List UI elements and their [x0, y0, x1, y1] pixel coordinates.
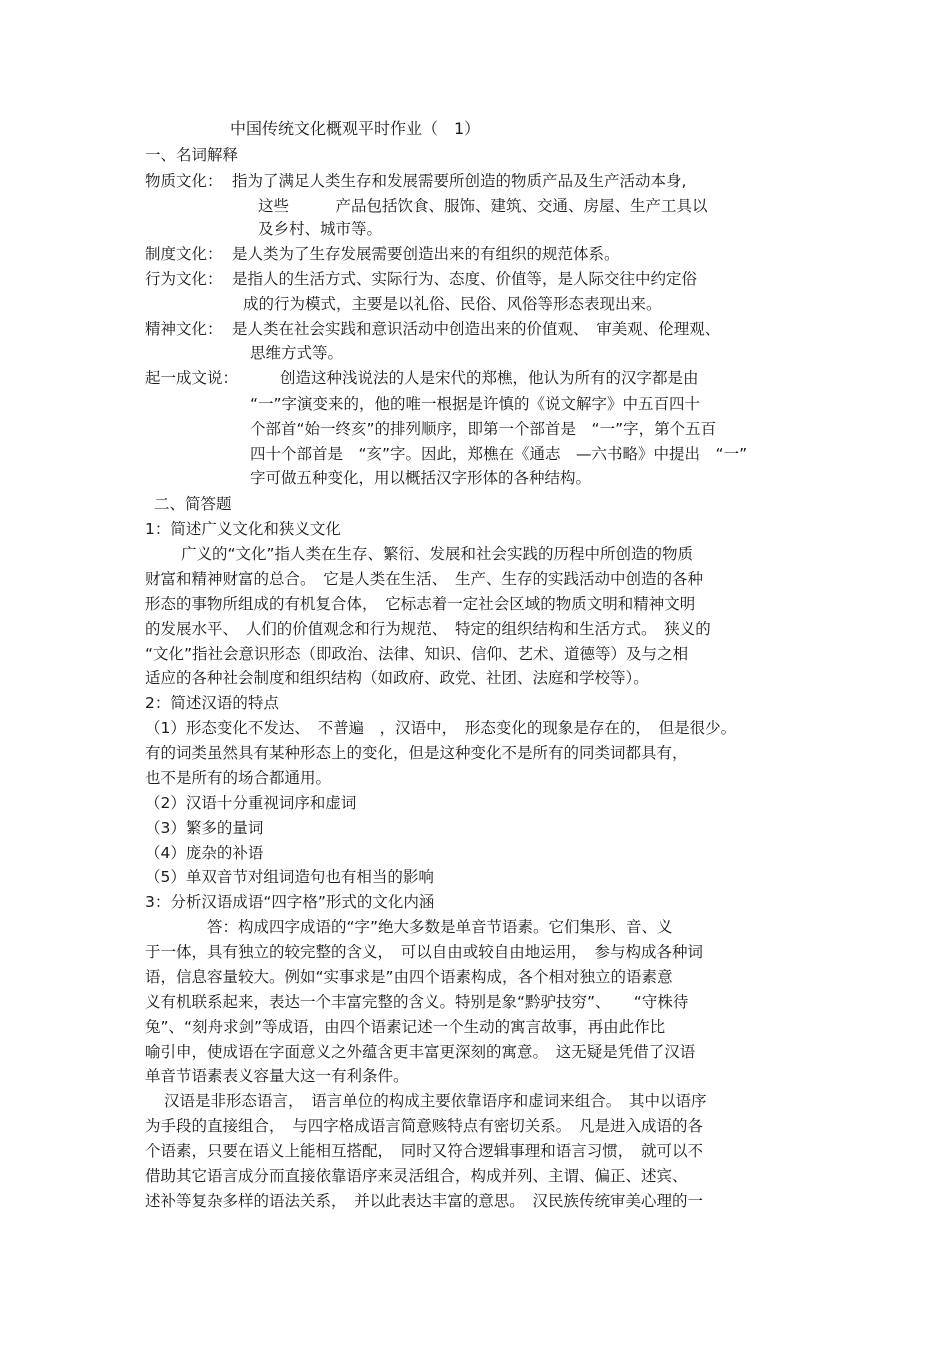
answer-line: 于一体，具有独立的较完整的含义， 可以自由或较自由地运用， 参与构成各种词 — [145, 943, 704, 961]
answer-line: 喻引申，使成语在字面意义之外蕴含更丰富更深刻的寓意。 这无疑是凭借了汉语 — [145, 1043, 696, 1061]
term-name: 行为文化： — [145, 270, 223, 288]
answer-line: “文化”指社会意识形态（即政治、法律、知识、信仰、艺术、道德等）及与之相 — [145, 645, 689, 663]
question-title: 2：简述汉语的特点 — [145, 694, 279, 712]
term-definition-line: 个部首“始一终亥”的排列顺序，即第一个部首是 “一”字，第个五百 — [250, 420, 717, 438]
document-title: 中国传统文化概观平时作业（ 1） — [230, 119, 481, 138]
term-name: 制度文化： — [145, 245, 223, 263]
answer-line: （4）庞杂的补语 — [145, 844, 264, 862]
answer-line: （5）单双音节对组词造句也有相当的影响 — [145, 868, 434, 886]
section-heading-questions: 二、简答题 — [154, 495, 232, 513]
answer-line: 为手段的直接组合， 与四字格成语言简意赅特点有密切关系。 凡是进入成语的各 — [145, 1117, 704, 1135]
term-definition-line: 这些 产品包括饮食、服饰、建筑、交通、房屋、生产工具以 — [258, 197, 708, 215]
term-definition-line: 成的行为模式，主要是以礼俗、民俗、风俗等形态表现出来。 — [243, 295, 662, 313]
section-heading-terms: 一、名词解释 — [145, 146, 239, 164]
question-title: 1：简述广义文化和狭义文化 — [145, 520, 341, 538]
term-definition-line: 字可做五种变化，用以概括汉字形体的各种结构。 — [250, 469, 592, 487]
answer-line: 答：构成四字成语的“字”绝大多数是单音节语素。它们集形、音、义 — [207, 918, 673, 936]
term-definition-line: 创造这种浅说法的人是宋代的郑樵，他认为所有的汉字都是由 — [280, 369, 699, 387]
answer-line: 也不是所有的场合都通用。 — [145, 769, 332, 787]
answer-line: 个语素，只要在语义上能相互搭配， 同时又符合逻辑事理和语言习惯， 就可以不 — [145, 1142, 704, 1160]
term-name: 物质文化： — [145, 172, 223, 190]
term-definition-line: 思维方式等。 — [250, 344, 344, 362]
answer-line: 广义的“文化”指人类在生存、繁衍、发展和社会实践的历程中所创造的物质 — [181, 545, 694, 563]
term-definition-line: 四十个部首是 “亥”字。因此，郑樵在《通志 —六书略》中提出 “一” — [250, 445, 748, 463]
term-definition-line: 是人类为了生存发展需要创造出来的有组织的规范体系。 — [232, 245, 620, 263]
term-definition-line: 及乡村、城市等。 — [258, 220, 383, 238]
answer-line: 适应的各种社会制度和组织结构（如政府、政党、社团、法庭和学校等）。 — [145, 669, 649, 687]
answer-line: 借助其它语言成分而直接依靠语序来灵活组合，构成并列、主谓、偏正、述宾、 — [145, 1167, 688, 1185]
answer-line: 财富和精神财富的总合。 它是人类在生活、 生产、生存的实践活动中创造的各种 — [145, 570, 704, 588]
answer-line: 形态的事物所组成的有机复合体， 它标志着一定社会区域的物质文明和精神文明 — [145, 595, 696, 613]
term-definition-line: 是人类在社会实践和意识活动中创造出来的价值观、 审美观、伦理观、 — [232, 320, 721, 338]
term-name: 精神文化： — [145, 320, 223, 338]
question-title: 3：分析汉语成语“四字格”形式的文化内涵 — [145, 893, 435, 911]
answer-line: 语，信息容量较大。例如“实事求是”由四个语素构成，各个相对独立的语素意 — [145, 968, 673, 986]
term-name: 起一成文说： — [145, 369, 239, 387]
answer-line: 有的词类虽然具有某种形态上的变化，但是这种变化不是所有的同类词都具有， — [145, 744, 688, 762]
answer-line: 汉语是非形态语言， 语言单位的构成主要依靠语序和虚词来组合。 其中以语序 — [164, 1092, 707, 1110]
answer-line: （1）形态变化不发达、 不普遍 ，汉语中， 形态变化的现象是存在的， 但是很少。 — [145, 719, 737, 737]
answer-line: 义有机联系起来，表达一个丰富完整的含义。特别是象“黔驴技穷”、 “守株待 — [145, 993, 689, 1011]
answer-line: 的发展水平、 人们的价值观念和行为规范、 特定的组织结构和生活方式。 狭义的 — [145, 620, 711, 638]
term-definition-line: 是指人的生活方式、实际行为、态度、价值等，是人际交往中约定俗 — [232, 270, 698, 288]
answer-line: 述补等复杂多样的语法关系， 并以此表达丰富的意思。 汉民族传统审美心理的一 — [145, 1192, 704, 1210]
answer-line: （2）汉语十分重视词序和虚词 — [145, 794, 357, 812]
answer-line: 单音节语素表义容量大这一有利条件。 — [145, 1067, 409, 1085]
term-definition-line: “一”字演变来的，他的唯一根据是许慎的《说文解字》中五百四十 — [250, 395, 701, 413]
term-definition-line: 指为了满足人类生存和发展需要所创造的物质产品及生产活动本身, — [232, 172, 687, 190]
answer-line: （3）繁多的量词 — [145, 819, 264, 837]
answer-line: 兔”、“刻舟求剑”等成语，由四个语素记述一个生动的寓言故事，再由此作比 — [145, 1018, 666, 1036]
